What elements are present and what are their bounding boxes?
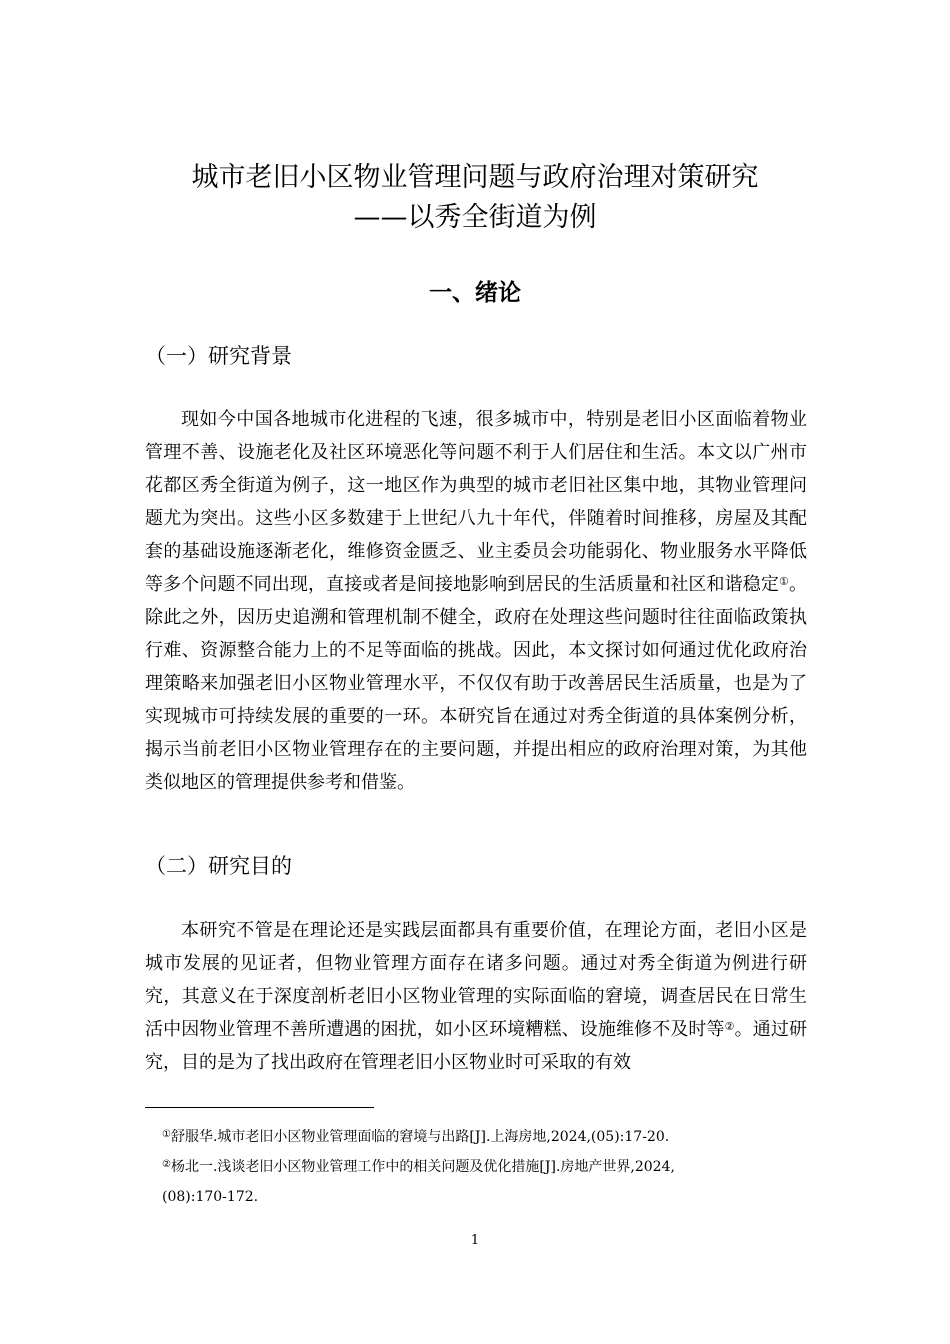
paragraph-text: 。通过研究，目的是为了找出政府在管理老旧小区物业时可采取的有效 — [145, 1019, 807, 1073]
footnote-2 — [162, 1152, 810, 1182]
subsection-heading-purpose: （二）研究目的 — [145, 854, 292, 878]
paragraph-text: 现如今中国各地城市化进程的飞速，很多城市中，特别是老旧小区面临着物业管理不善、设施老化及社区环境恶化等问题不利于人们居住和生活。本文以广州市花都区秀全街道为例子，这一地区作为典型的城市老旧社区集中地，其物业管理问题尤为突出。这些小区多数建于上世纪八九十年代，伴随着时间推移，房屋及其配套的基础设施逐渐老化，维修资金匮乏、业主委员会功能弱化、物业服务水平降低等多个问题不同出现，直接或者是间接地影响到居民的生活质量和社区和谐稳定 — [145, 409, 807, 595]
subsection-heading-background: （一）研究背景 — [145, 344, 292, 368]
paragraph-purpose — [145, 914, 807, 1079]
footnote-reference-1[interactable]: ① — [779, 575, 789, 588]
footnote-separator — [145, 1107, 374, 1108]
section-heading-introduction: 一、绪论 — [429, 280, 521, 306]
paper-subtitle: ——以秀全街道为例 — [353, 202, 597, 233]
paper-title: 城市老旧小区物业管理问题与政府治理对策研究 — [191, 162, 759, 193]
paragraph-text: 本研究不管是在理论还是实践层面都具有重要价值，在理论方面，老旧小区是城市发展的见证者，但物业管理方面存在诸多问题。通过对秀全街道为例进行研究，其意义在于深度剖析老旧小区物业管理的实际面临的窘境，调查居民在日常生活中因物业管理不善所遭遇的困扰，如小区环境糟糕、设施维修不及时等 — [145, 920, 807, 1040]
footnote-text: 舒服华.城市老旧小区物业管理面临的窘境与出路[J].上海房地,2024,(05):17-20. — [170, 1129, 670, 1145]
footnote-2-continuation: (08):170-172. — [162, 1189, 259, 1205]
paragraph-text: 。除此之外，因历史追溯和管理机制不健全，政府在处理这些问题时往往面临政策执行难、资源整合能力上的不足等面临的挑战。因此，本文探讨如何通过优化政府治理策略来加强老旧小区物业管理水平，不仅仅有助于改善居民生活质量，也是为了实现城市可持续发展的重要的一环。本研究旨在通过对秀全街道的具体案例分析，揭示当前老旧小区物业管理存在的主要问题，并提出相应的政府治理对策，为其他类似地区的管理提供参考和借鉴。 — [145, 574, 807, 793]
footnote-reference-2[interactable]: ② — [724, 1020, 735, 1033]
paragraph-background — [145, 403, 807, 799]
page-number: 1 — [470, 1233, 480, 1248]
footnotes — [162, 1122, 810, 1212]
footnote-text: 杨北一.浅谈老旧小区物业管理工作中的相关问题及优化措施[J].房地产世界,2024, — [170, 1159, 675, 1175]
footnote-marker: ① — [162, 1129, 171, 1140]
footnote-1 — [162, 1122, 810, 1152]
footnote-marker: ② — [162, 1159, 171, 1170]
